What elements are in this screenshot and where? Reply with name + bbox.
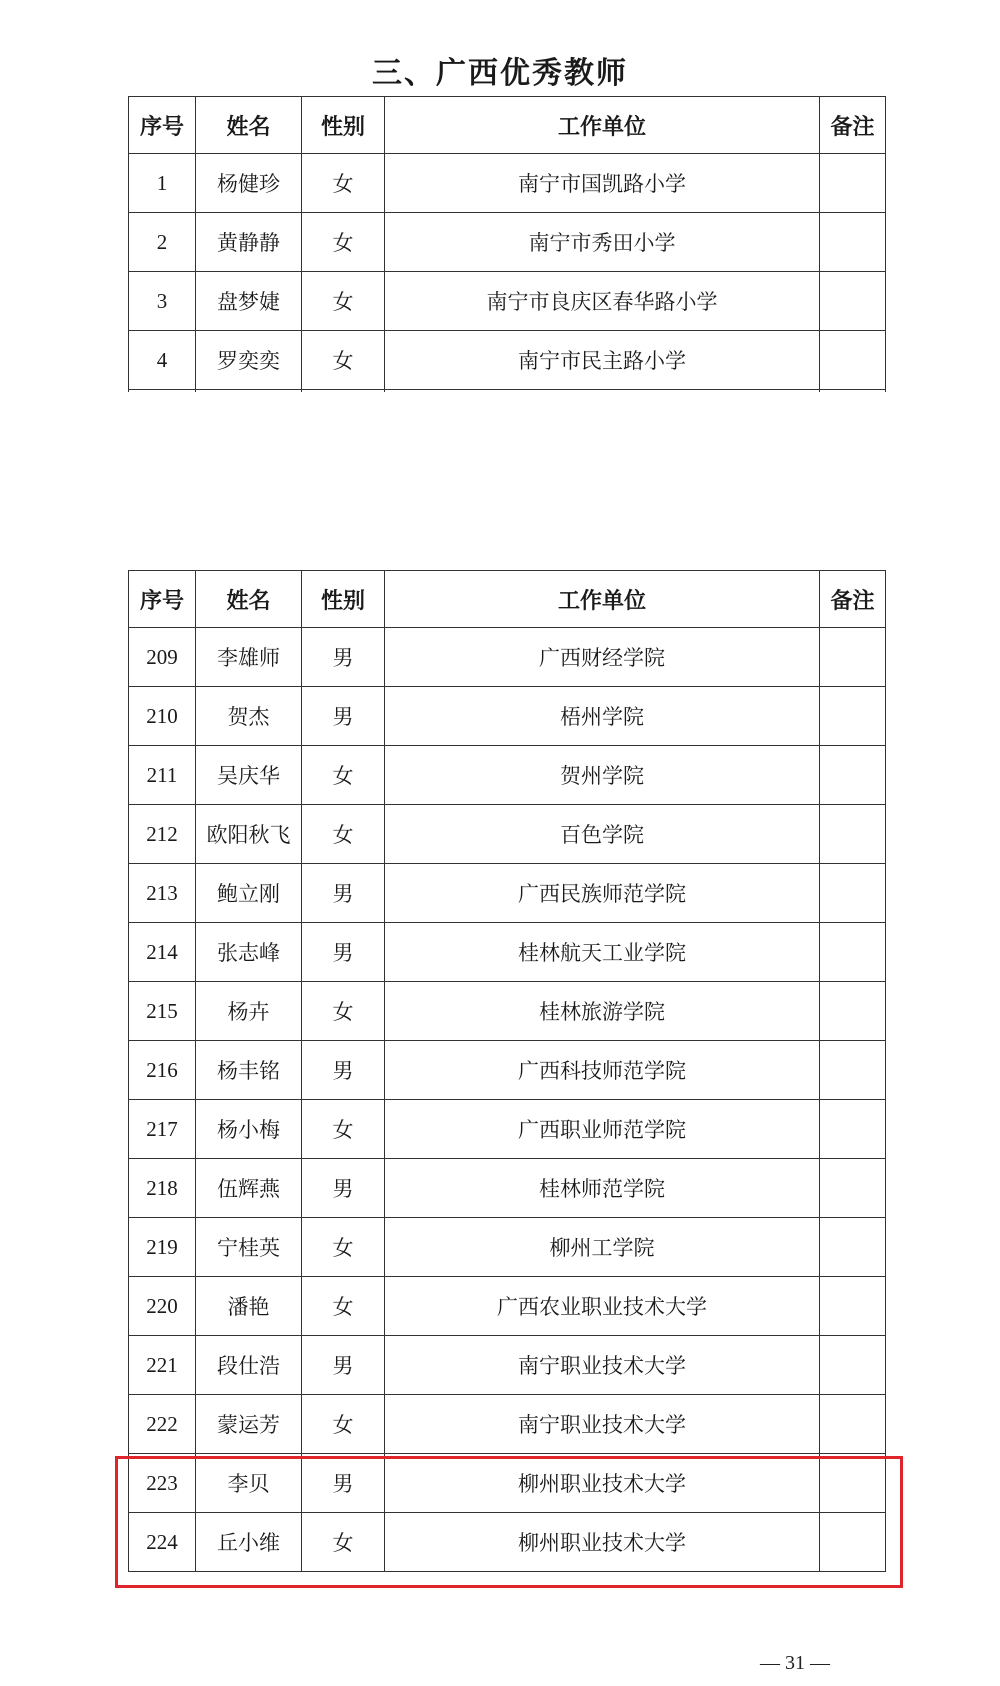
table-row [129,923,886,982]
table-row [129,272,886,331]
cell-index: 220 [129,1277,196,1336]
cell-name: 杨卉 [196,982,302,1041]
cell-index: 212 [129,805,196,864]
cell-unit: 南宁市国凯路小学 [385,154,820,213]
cell-unit: 桂林旅游学院 [385,982,820,1041]
cell-index: 219 [129,1218,196,1277]
cell-name: 潘艳 [196,1277,302,1336]
cell-note [820,687,886,746]
cell-cutoff [820,390,886,393]
cell-index: 214 [129,923,196,982]
cell-gender: 女 [302,746,385,805]
cell-cutoff [196,390,302,393]
cell-unit: 柳州工学院 [385,1218,820,1277]
header-gender: 性别 [302,97,385,154]
cell-unit: 贺州学院 [385,746,820,805]
cell-name: 贺杰 [196,687,302,746]
cell-unit: 广西职业师范学院 [385,1100,820,1159]
cell-gender: 女 [302,805,385,864]
cell-gender: 男 [302,1336,385,1395]
cell-name: 丘小维 [196,1513,302,1572]
header-unit: 工作单位 [385,97,820,154]
cell-unit: 南宁市秀田小学 [385,213,820,272]
table-row [129,1277,886,1336]
table-row [129,982,886,1041]
cell-gender: 女 [302,982,385,1041]
cell-index: 211 [129,746,196,805]
cell-gender: 女 [302,1513,385,1572]
table-row [129,154,886,213]
cell-unit: 柳州职业技术大学 [385,1513,820,1572]
cell-name: 蒙运芳 [196,1395,302,1454]
cell-unit: 南宁市民主路小学 [385,331,820,390]
header-note: 备注 [820,571,886,628]
table-row [129,628,886,687]
cell-unit: 广西农业职业技术大学 [385,1277,820,1336]
cell-index: 209 [129,628,196,687]
table-row [129,864,886,923]
cell-unit: 广西科技师范学院 [385,1041,820,1100]
cell-name: 伍辉燕 [196,1159,302,1218]
header-name: 姓名 [196,571,302,628]
cell-gender: 男 [302,1159,385,1218]
header-index: 序号 [129,571,196,628]
table-header-row [129,571,886,628]
cell-unit: 柳州职业技术大学 [385,1454,820,1513]
cell-name: 杨小梅 [196,1100,302,1159]
cell-index: 217 [129,1100,196,1159]
cell-name: 段仕浩 [196,1336,302,1395]
page-number: — 31 — [760,1652,830,1674]
cell-gender: 女 [302,1218,385,1277]
cell-index: 210 [129,687,196,746]
cell-gender: 女 [302,272,385,331]
cell-unit: 桂林师范学院 [385,1159,820,1218]
cell-name: 杨丰铭 [196,1041,302,1100]
cell-index: 2 [129,213,196,272]
cell-cutoff [385,390,820,393]
cell-note [820,805,886,864]
cell-name: 张志峰 [196,923,302,982]
cell-index: 213 [129,864,196,923]
cell-unit: 桂林航天工业学院 [385,923,820,982]
cell-gender: 男 [302,1041,385,1100]
cell-note [820,746,886,805]
cell-name: 黄静静 [196,213,302,272]
cell-note [820,1277,886,1336]
page-title: 三、广西优秀教师 [372,56,628,91]
table-row [129,805,886,864]
cell-unit: 南宁职业技术大学 [385,1336,820,1395]
cell-note [820,1100,886,1159]
cell-gender: 女 [302,1395,385,1454]
cell-gender: 男 [302,864,385,923]
cell-index: 218 [129,1159,196,1218]
table-row [129,687,886,746]
cell-note [820,1336,886,1395]
cell-note [820,1395,886,1454]
cell-index: 216 [129,1041,196,1100]
cell-gender: 男 [302,687,385,746]
cell-note [820,982,886,1041]
cell-name: 吴庆华 [196,746,302,805]
teachers-table-top [128,96,886,392]
cell-gender: 女 [302,1277,385,1336]
cell-gender: 男 [302,628,385,687]
cell-unit: 广西财经学院 [385,628,820,687]
cell-index: 4 [129,331,196,390]
cell-index: 1 [129,154,196,213]
cell-name: 欧阳秋飞 [196,805,302,864]
cell-name: 盘梦婕 [196,272,302,331]
cell-index: 3 [129,272,196,331]
cell-cutoff [302,390,385,393]
cell-note [820,154,886,213]
cell-gender: 男 [302,923,385,982]
table-row [129,1336,886,1395]
table-row [129,1100,886,1159]
cell-note [820,923,886,982]
cell-note [820,628,886,687]
table-row [129,1159,886,1218]
header-unit: 工作单位 [385,571,820,628]
cell-note [820,864,886,923]
table-row [129,1218,886,1277]
cell-gender: 女 [302,154,385,213]
teachers-table-bottom [128,570,886,1572]
highlight-box [115,1456,903,1588]
cell-note [820,1041,886,1100]
cell-note [820,272,886,331]
cell-name: 罗奕奕 [196,331,302,390]
cell-cutoff [129,390,196,393]
header-gender: 性别 [302,571,385,628]
table-row [129,1395,886,1454]
cell-unit: 梧州学院 [385,687,820,746]
header-note: 备注 [820,97,886,154]
table-row [129,213,886,272]
cell-gender: 女 [302,213,385,272]
cell-gender: 女 [302,1100,385,1159]
header-name: 姓名 [196,97,302,154]
table-row [129,331,886,390]
cell-index: 224 [129,1513,196,1572]
cell-note [820,331,886,390]
cell-name: 李雄师 [196,628,302,687]
cell-unit: 南宁市良庆区春华路小学 [385,272,820,331]
cell-gender: 女 [302,331,385,390]
cell-unit: 广西民族师范学院 [385,864,820,923]
cell-name: 杨健珍 [196,154,302,213]
cell-unit: 百色学院 [385,805,820,864]
cell-index: 215 [129,982,196,1041]
cell-name: 鲍立刚 [196,864,302,923]
header-index: 序号 [129,97,196,154]
cell-unit: 南宁职业技术大学 [385,1395,820,1454]
cell-note [820,1159,886,1218]
table-row [129,1041,886,1100]
table-row [129,746,886,805]
cell-gender: 男 [302,1454,385,1513]
cell-name: 李贝 [196,1454,302,1513]
table-row-cutoff [129,390,886,393]
cell-index: 222 [129,1395,196,1454]
cell-note [820,1218,886,1277]
cell-note [820,213,886,272]
cell-name: 宁桂英 [196,1218,302,1277]
cell-index: 223 [129,1454,196,1513]
cell-index: 221 [129,1336,196,1395]
table-header-row [129,97,886,154]
